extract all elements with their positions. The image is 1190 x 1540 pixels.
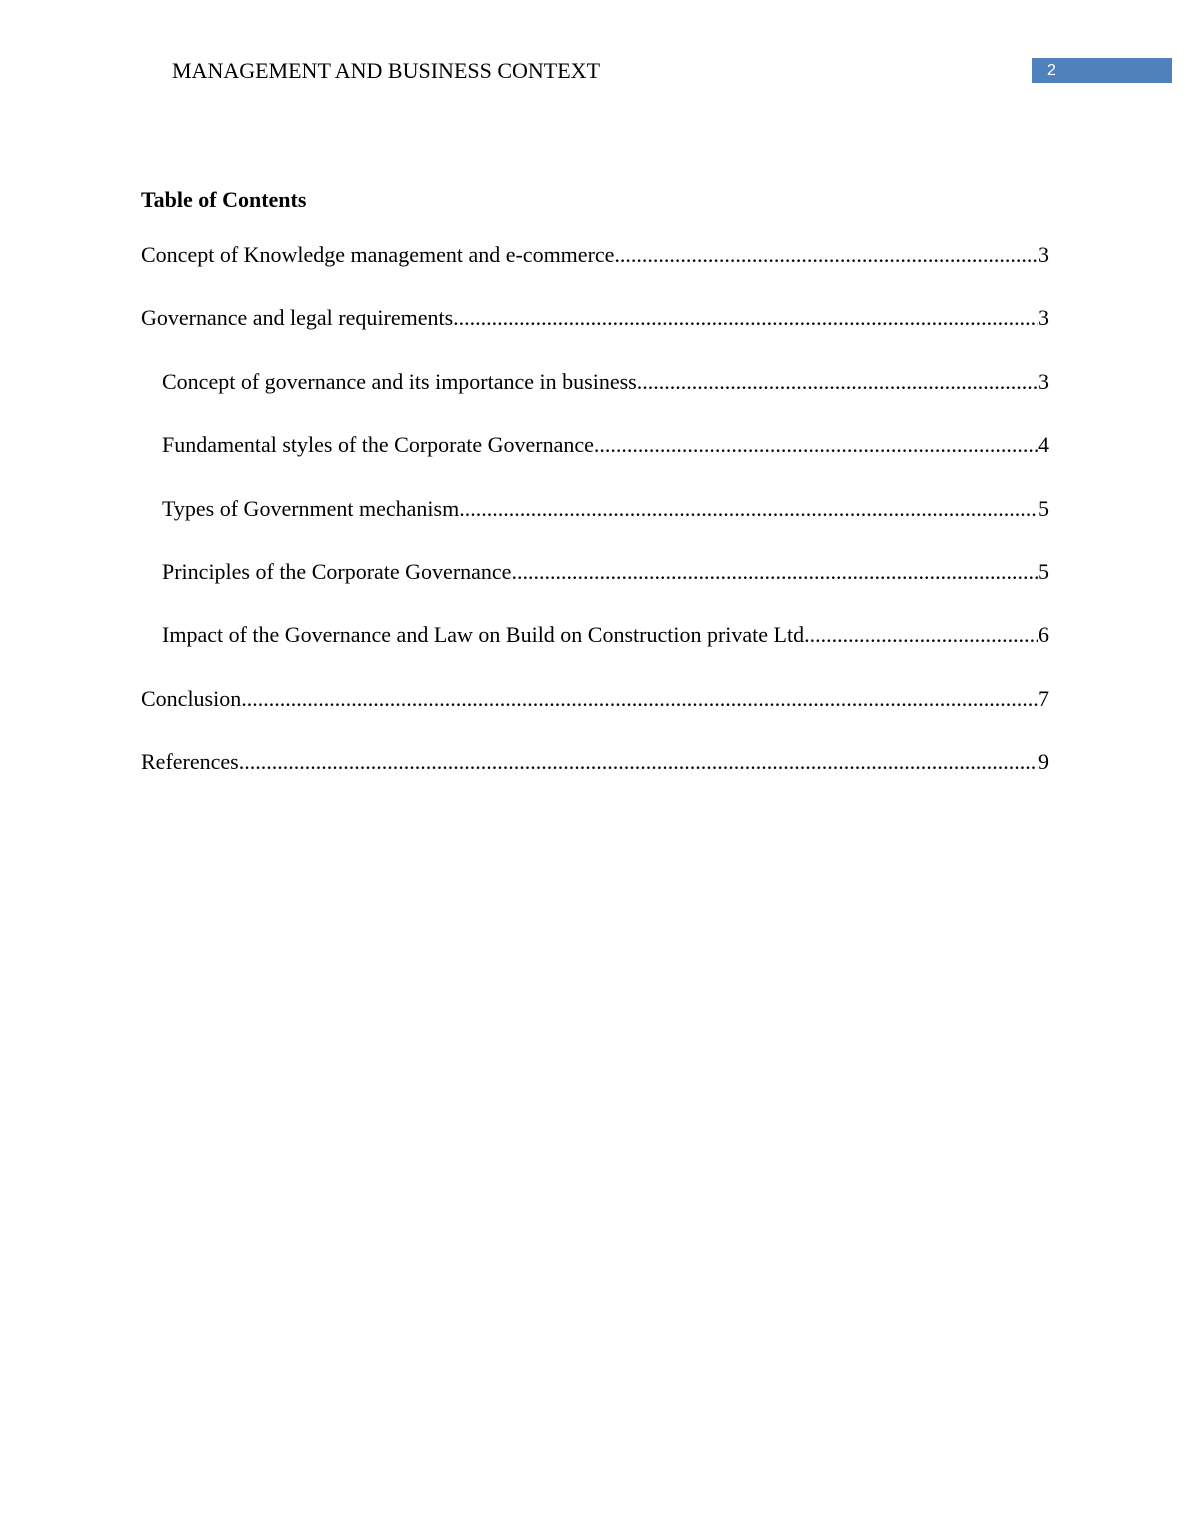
- toc-entry-governance-impact[interactable]: [141, 621, 1049, 649]
- toc-entry-governance-legal[interactable]: [141, 304, 1049, 332]
- toc-entry-title: Impact of the Governance and Law on Build on Construction private Ltd: [162, 622, 805, 648]
- toc-entry-title: References: [141, 749, 239, 775]
- toc-entry-governance-importance[interactable]: [141, 368, 1049, 396]
- dot-leader: [453, 304, 1038, 332]
- dot-leader: [241, 685, 1038, 713]
- toc-entry-page: 7: [1038, 685, 1049, 711]
- toc-heading: Table of Contents: [141, 187, 307, 212]
- toc-entry-knowledge-management[interactable]: [141, 241, 1049, 269]
- toc-entry-title: Concept of Knowledge management and e-commerce: [141, 242, 615, 267]
- toc-entry-page: 5: [1038, 495, 1049, 521]
- toc-entry-conclusion[interactable]: [141, 685, 1049, 713]
- dot-leader: [804, 621, 1038, 649]
- dot-leader: [637, 368, 1038, 396]
- toc-entry-governance-styles[interactable]: [141, 431, 1049, 459]
- toc-entry-title: Concept of governance and its importance in business: [162, 368, 637, 394]
- toc-entry-page: 6: [1038, 622, 1049, 648]
- running-head: MANAGEMENT AND BUSINESS CONTEXT: [172, 58, 601, 83]
- toc-entry-title: Conclusion: [141, 685, 242, 711]
- dot-leader: [614, 241, 1038, 269]
- toc-entry-governance-principles[interactable]: [141, 558, 1049, 586]
- dot-leader: [459, 495, 1038, 523]
- toc-entry-title: Principles of the Corporate Governance: [162, 558, 512, 584]
- toc-entry-page: 5: [1038, 558, 1049, 584]
- page-number: 2: [1047, 62, 1056, 79]
- table-of-contents: [141, 241, 1049, 812]
- toc-entry-page: 3: [1038, 368, 1049, 394]
- toc-entry-page: 9: [1038, 749, 1049, 775]
- dot-leader: [239, 748, 1038, 776]
- page-number-badge: [1032, 58, 1172, 83]
- dot-leader: [594, 431, 1038, 459]
- dot-leader: [511, 558, 1038, 586]
- toc-entry-government-mechanism[interactable]: [141, 495, 1049, 523]
- toc-entry-title: Governance and legal requirements: [141, 305, 454, 331]
- toc-entry-title: Fundamental styles of the Corporate Governance: [162, 432, 594, 458]
- toc-entry-references[interactable]: [141, 748, 1049, 776]
- toc-entry-page: 3: [1038, 305, 1049, 331]
- toc-entry-page: 4: [1038, 432, 1049, 458]
- toc-entry-title: Types of Government mechanism: [162, 495, 460, 521]
- toc-entry-page: 3: [1038, 242, 1049, 267]
